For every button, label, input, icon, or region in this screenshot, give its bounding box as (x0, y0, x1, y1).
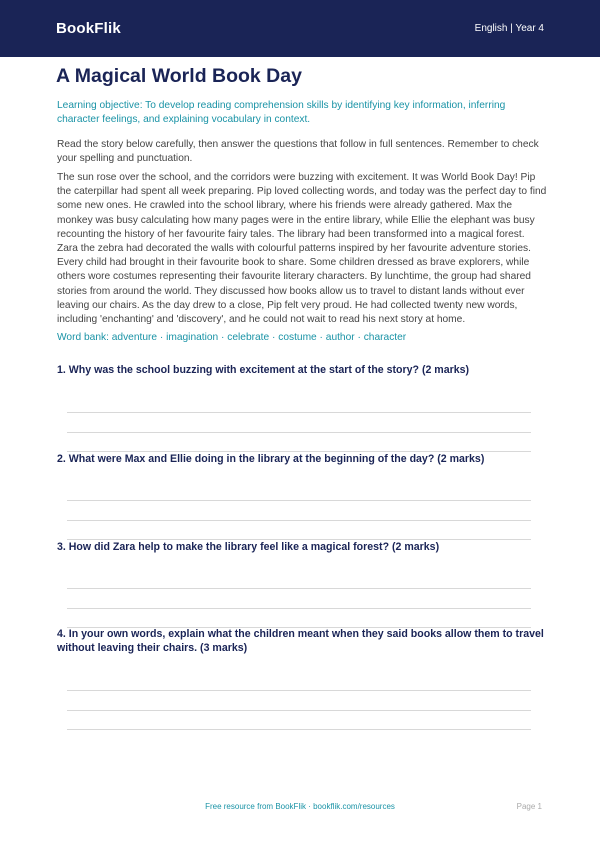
question-4: 4. In your own words, explain what the children meant when they said books allow them to travel without leaving their chairs. (3 marks) (57, 628, 544, 654)
learning-objective: Learning objective: To develop reading comprehension skills by identifying key information, inferring character feelings, and explaining vocabulary in context. (57, 100, 506, 125)
page-number: Page 1 (516, 802, 542, 811)
question-2: 2. What were Max and Ellie doing in the library at the beginning of the day? (2 marks) (57, 453, 485, 465)
worksheet-title: A Magical World Book Day (56, 65, 302, 87)
answer-line[interactable] (67, 432, 531, 433)
footer-link[interactable]: Free resource from BookFlik · bookflik.com/resources (205, 802, 395, 811)
word-bank: Word bank: adventure · imagination · celebrate · costume · author · character (57, 332, 407, 343)
site-header (0, 0, 600, 57)
answer-line[interactable] (67, 520, 531, 521)
answer-line[interactable] (67, 500, 531, 501)
answer-line[interactable] (67, 608, 531, 609)
answer-line[interactable] (67, 690, 531, 691)
story-text: The sun rose over the school, and the corridors were buzzing with excitement. It was World Book Day! Pip the caterpillar had spent all week preparing. Pip loved collecting words, and today was the perfect day to find some new ones. He crawled into the school library, where his friends were already gathered. Max the monkey was busy calculating how many pages were in the entire library, while Ellie the elephant was busy recounting the history of her favourite fairy tales. The library had been transformed into a magical forest. Zara the zebra had decorated the walls with colourful patterns inspired by her favourite adventure stories. Every child had brought in their favourite book to share. Some children dressed as brave explorers, while others wore costumes representing their favourite literary characters. By lunchtime, the group had shared stories from around the world. They discussed how books allow us to travel to distant lands without ever leaving our chairs. As the day drew to a close, Pip felt very proud. He had collected twenty new words, including 'enchanting' and 'discovery', and he could not wait to read his next story at home. (57, 172, 547, 326)
subject-year-label: English | Year 4 (474, 23, 544, 34)
answer-line[interactable] (67, 729, 531, 730)
answer-line[interactable] (67, 588, 531, 589)
answer-line[interactable] (67, 710, 531, 711)
answer-line[interactable] (67, 412, 531, 413)
question-3: 3. How did Zara help to make the library feel like a magical forest? (2 marks) (57, 541, 440, 553)
question-1: 1. Why was the school buzzing with excitement at the start of the story? (2 marks) (57, 364, 470, 376)
instructions: Read the story below carefully, then answer the questions that follow in full sentences. Remember to check your spelling and punctuation. (57, 139, 539, 164)
brand-logo[interactable]: BookFlik (56, 20, 121, 37)
